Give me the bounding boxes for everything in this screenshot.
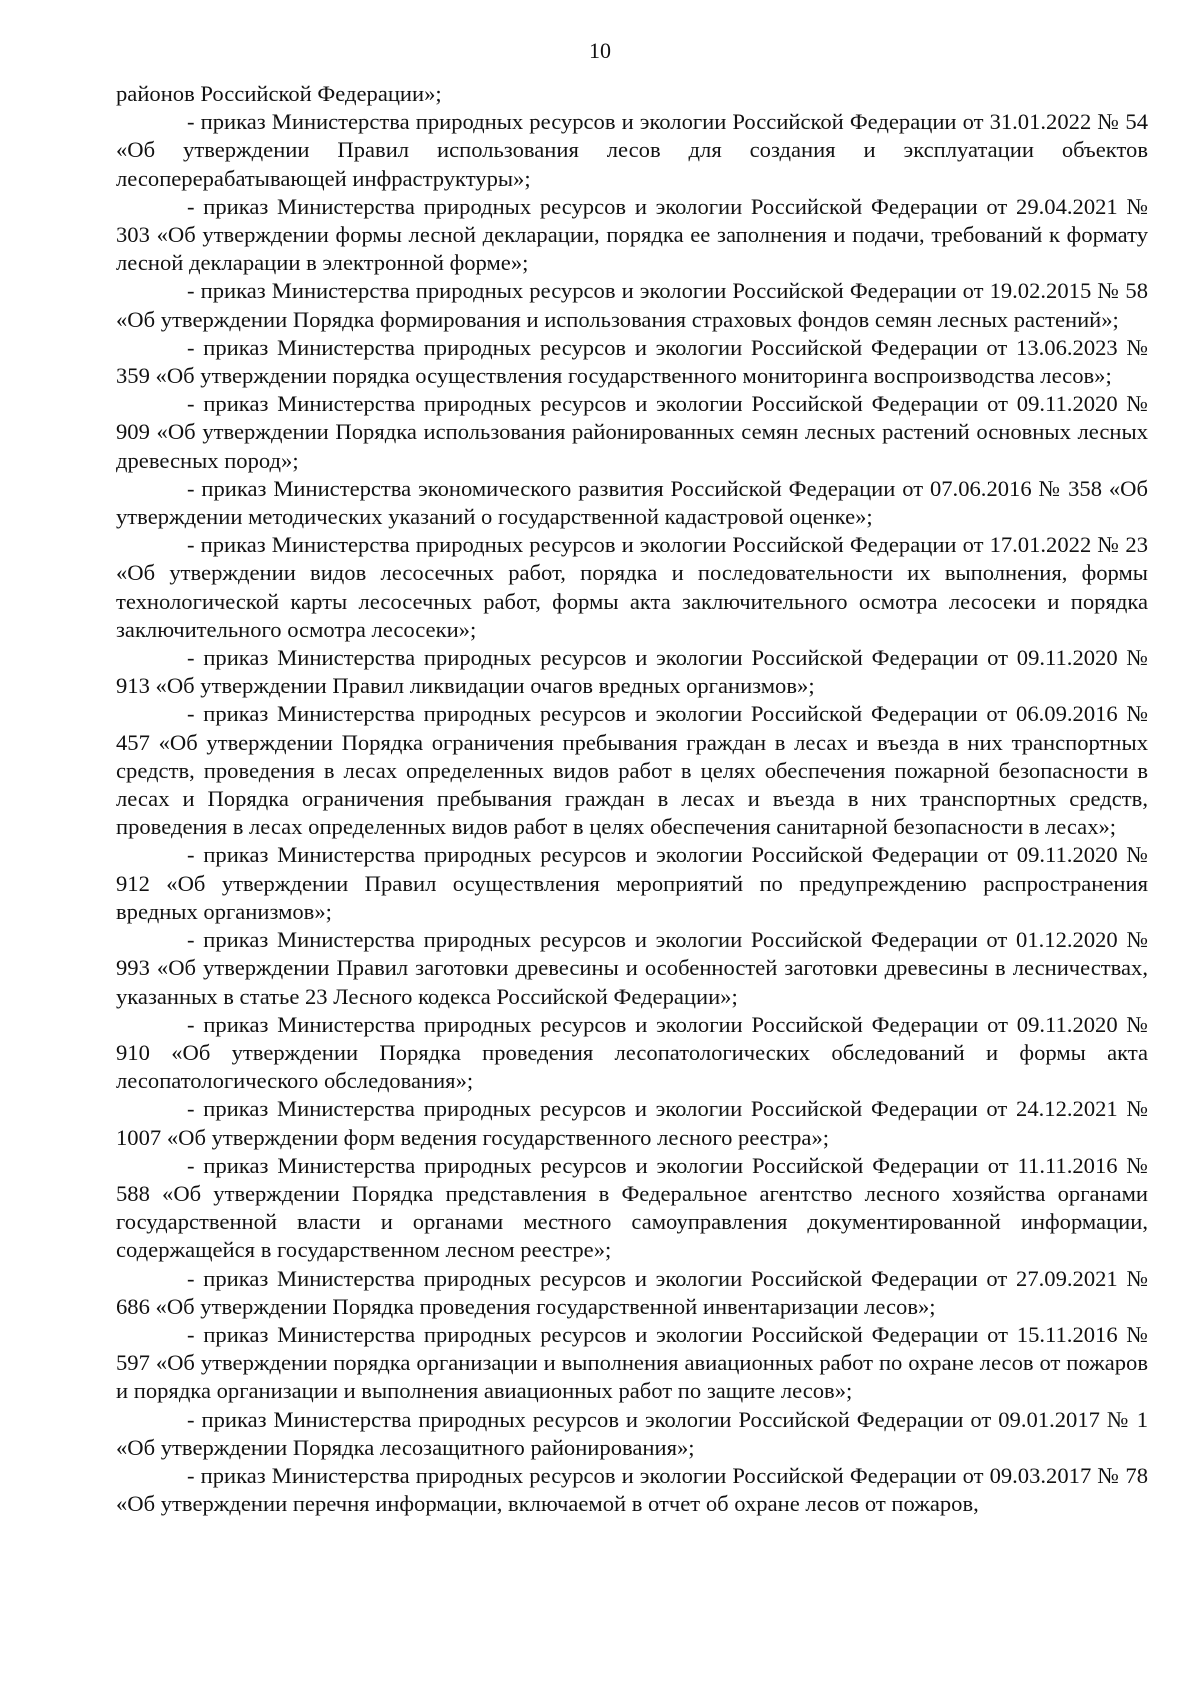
list-item: - приказ Министерства природных ресурсов и экологии Российской Федерации от 24.12.2021 № 1007 «Об утверждении форм ведения государственного лесного реестра»; — [116, 1096, 1148, 1150]
list-item: - приказ Министерства природных ресурсов и экологии Российской Федерации от 09.11.2020 № 912 «Об утверждении Правил осуществления мероприятий по предупреждению распространения вредных организмов»; — [116, 842, 1148, 924]
list-item: - приказ Министерства природных ресурсов и экологии Российской Федерации от 13.06.2023 № 359 «Об утверждении порядка осуществления государственного мониторинга воспроизводства лесов»; — [116, 334, 1148, 389]
list-item: - приказ Министерства природных ресурсов и экологии Российской Федерации от 09.11.2020 № 909 «Об утверждении Порядка использования районированных семян лесных растений основных лесных древесных пород»; — [116, 391, 1148, 473]
list-item: - приказ Министерства природных ресурсов и экологии Российской Федерации от 29.04.2021 № 303 «Об утверждении формы лесной декларации, порядка ее заполнения и подачи, требований к формату лесной декларации в электронной форме»; — [116, 193, 1148, 276]
list-item: - приказ Министерства природных ресурсов и экологии Российской Федерации от 09.01.2017 № 1 «Об утверждении Порядка лесозащитного районирования»; — [116, 1406, 1148, 1460]
list-item: - приказ Министерства природных ресурсов и экологии Российской Федерации от 09.11.2020 № 913 «Об утверждении Правил ликвидации очагов вредных организмов»; — [116, 645, 1148, 699]
list-item: - приказ Министерства природных ресурсов и экологии Российской Федерации от 17.01.2022 № 23 «Об утверждении видов лесосечных работ, порядка и последовательности их выполнения, формы технологической карты лесосечных работ, формы акта заключительного осмотра лесосеки и порядка заключительного осмотра лесосеки»; — [116, 532, 1148, 642]
document-body — [116, 80, 1148, 1518]
list-item: - приказ Министерства природных ресурсов и экологии Российской Федерации от 01.12.2020 № 993 «Об утверждении Правил заготовки древесины и особенностей заготовки древесины в лесничествах, указанных в статье 23 Лесного кодекса Российской Федерации»; — [116, 927, 1148, 1009]
list-item: - приказ Министерства природных ресурсов и экологии Российской Федерации от 31.01.2022 № 54 «Об утверждении Правил использования лесов для создания и эксплуатации объектов лесоперерабатывающей инфраструктуры»; — [116, 109, 1148, 191]
list-item: - приказ Министерства природных ресурсов и экологии Российской Федерации от 11.11.2016 № 588 «Об утверждении Порядка представления в Федеральное агентство лесного хозяйства органами государственной власти и органами местного самоуправления документированной информации, содержащейся в государственном лесном реестре»; — [116, 1152, 1148, 1263]
list-item: - приказ Министерства природных ресурсов и экологии Российской Федерации от 09.11.2020 № 910 «Об утверждении Порядка проведения лесопатологических обследований и формы акта лесопатологического обследования»; — [116, 1011, 1148, 1094]
paragraph-continuation: районов Российской Федерации»; — [116, 81, 442, 106]
page-number: 10 — [589, 38, 611, 63]
list-item: - приказ Министерства экономического развития Российской Федерации от 07.06.2016 № 358 «Об утверждении методических указаний о государственной кадастровой оценке»; — [116, 475, 1148, 530]
list-item: - приказ Министерства природных ресурсов и экологии Российской Федерации от 09.03.2017 № 78 «Об утверждении перечня информации, включаемой в отчет об охране лесов от пожаров, — [116, 1462, 1148, 1517]
list-item: - приказ Министерства природных ресурсов и экологии Российской Федерации от 19.02.2015 № 58 «Об утверждении Порядка формирования и использования страховых фондов семян лесных растений»; — [116, 278, 1148, 332]
list-item: - приказ Министерства природных ресурсов и экологии Российской Федерации от 27.09.2021 № 686 «Об утверждении Порядка проведения государственной инвентаризации лесов»; — [116, 1265, 1148, 1319]
list-item: - приказ Министерства природных ресурсов и экологии Российской Федерации от 15.11.2016 № 597 «Об утверждении порядка организации и выполнения авиационных работ по охране лесов от пожаров и порядка организации и выполнения авиационных работ по защите лесов»; — [116, 1321, 1148, 1404]
list-item: - приказ Министерства природных ресурсов и экологии Российской Федерации от 06.09.2016 № 457 «Об утверждении Порядка ограничения пребывания граждан в лесах и въезда в них транспортных средств, проведения в лесах определенных видов работ в целях обеспечения пожарной безопасности в лесах и Порядка ограничения пребывания граждан в лесах и въезда в них транспортных средств, проведения в лесах определенных видов работ в целях обеспечения санитарной безопасности в лесах»; — [116, 701, 1148, 840]
